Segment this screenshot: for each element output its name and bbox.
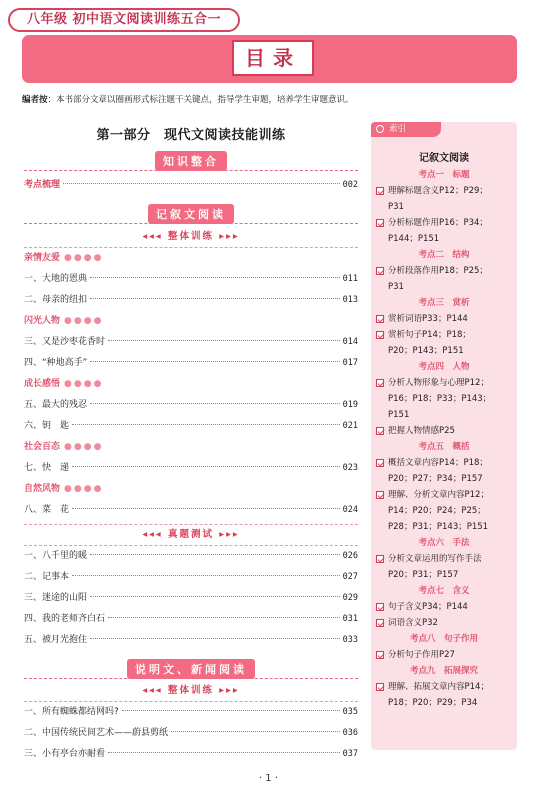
checkbox-icon [376, 603, 384, 611]
index-item-line: P16；P18；P33；P143； [388, 394, 492, 404]
index-group-heading: 考点四 人物 [418, 362, 470, 372]
leader-dots [108, 617, 340, 618]
leader-dots [90, 596, 340, 597]
toc-page: 027 [342, 572, 358, 582]
toc-page: 014 [342, 337, 358, 347]
page-number: · 1 · [258, 773, 279, 784]
index-item-line: 赏析词语P33；P144 [388, 314, 468, 324]
index-group-heading: 考点三 赏析 [418, 298, 470, 308]
part-title: 第一部分 现代文阅读技能训练 [96, 128, 286, 143]
index-item[interactable] [375, 263, 513, 295]
toc-page: 035 [342, 707, 358, 717]
toc-title: 五、被月光抱住 [24, 635, 88, 645]
index-group-heading: 考点二 结构 [418, 250, 470, 260]
leader-dots [63, 183, 340, 184]
checkbox-icon [376, 315, 384, 323]
checkbox-icon [376, 651, 384, 659]
checkbox-icon [376, 379, 384, 387]
toc-row[interactable] [24, 609, 358, 630]
toc-title: 四、我的老师齐白石 [24, 614, 106, 624]
category-name: 成长感悟 [24, 379, 61, 389]
index-group-heading: 考点七 含义 [418, 586, 470, 596]
toc-row[interactable] [24, 416, 358, 437]
leader-dots [90, 403, 340, 404]
toc-row[interactable] [24, 546, 358, 567]
toc-row[interactable] [24, 567, 358, 588]
category-name: 自然风物 [24, 484, 61, 494]
toc-row[interactable] [24, 458, 358, 479]
toc-row[interactable] [24, 395, 358, 416]
leader-dots [72, 508, 340, 509]
index-item-line: 概括文章内容P14；P18； [388, 458, 488, 468]
checkbox-icon [376, 459, 384, 467]
checkbox-icon [376, 331, 384, 339]
magnifier-icon [376, 125, 384, 133]
index-item[interactable] [375, 455, 513, 487]
toc-page: 023 [342, 463, 358, 473]
index-item[interactable] [375, 599, 513, 615]
index-item[interactable] [375, 327, 513, 359]
index-tab [371, 122, 441, 137]
toc-page: 029 [342, 593, 358, 603]
sub-heading: ◂◂◂ 整体训练 ▸▸▸ [142, 685, 240, 696]
toc-page: 026 [342, 551, 358, 561]
index-item[interactable] [375, 423, 513, 439]
toc-row[interactable] [24, 723, 358, 744]
leader-dots [171, 731, 340, 732]
toc-title: 三、迷途的山阳 [24, 593, 88, 603]
toc-row[interactable] [24, 332, 358, 353]
toc-title: 八、菜 花 [24, 505, 70, 515]
toc-row[interactable] [24, 702, 358, 723]
index-item[interactable] [375, 215, 513, 247]
category-heading [24, 374, 358, 395]
leader-dots [90, 298, 340, 299]
index-item[interactable] [375, 615, 513, 631]
category-heading [24, 311, 358, 332]
toc-page: 031 [342, 614, 358, 624]
leader-dots [122, 710, 340, 711]
index-item-line: P151 [388, 410, 410, 420]
index-item-line: 分析句子作用P27 [388, 650, 455, 660]
index-item[interactable] [375, 311, 513, 327]
index-item-line: P20；P31；P157 [388, 570, 459, 580]
index-item-line: P144；P151 [388, 234, 440, 244]
toc-page: 013 [342, 295, 358, 305]
index-tab-label: 索引 [389, 124, 407, 134]
checkbox-icon [376, 187, 384, 195]
toc-title: 五、最大的残忍 [24, 400, 88, 410]
leader-dots [90, 277, 340, 278]
index-item-line: P18；P20；P29；P34 [388, 698, 478, 708]
index-item-line: P20；P27；P34；P157 [388, 474, 483, 484]
category-dots: ●●●● [64, 253, 104, 263]
index-item-line: 分析段落作用P18；P25； [388, 266, 488, 276]
banner-label: 知识整合 [155, 151, 227, 171]
index-item[interactable] [375, 647, 513, 663]
leader-dots [90, 361, 339, 362]
index-item-line: 赏析句子P14；P18； [388, 330, 471, 340]
category-name: 亲情友爱 [24, 253, 61, 263]
leader-dots [72, 466, 340, 467]
page-title: 目录 [232, 40, 314, 76]
title-bar [22, 35, 517, 83]
index-item[interactable] [375, 487, 513, 535]
toc-row[interactable] [24, 630, 358, 651]
sub-heading: ◂◂◂ 真题测试 ▸▸▸ [142, 529, 240, 540]
index-item-line: 句子含义P34；P144 [388, 602, 468, 612]
category-heading [24, 479, 358, 500]
index-item-line: 分析标题作用P16；P34； [388, 218, 488, 228]
index-item-line: P14；P20；P24；P25； [388, 506, 486, 516]
index-item[interactable] [375, 679, 513, 711]
index-item-line: P20；P143；P151 [388, 346, 464, 356]
index-title: 记叙文阅读 [419, 153, 469, 164]
toc-title: 一、八千里的暖 [24, 551, 88, 561]
checkbox-icon [376, 491, 384, 499]
leader-dots [108, 340, 340, 341]
toc-page: 021 [342, 421, 358, 431]
toc-title: 六、钥 匙 [24, 421, 70, 431]
toc-row[interactable] [24, 269, 358, 290]
checkbox-icon [376, 619, 384, 627]
toc-title: 二、母亲的纽扣 [24, 295, 88, 305]
toc-row[interactable] [24, 175, 358, 196]
checkbox-icon [376, 427, 384, 435]
index-item-line: 词语含义P32 [388, 618, 438, 628]
leader-dots [72, 575, 340, 576]
toc-title: 三、小有亭台亦耐看 [24, 749, 106, 759]
toc-page: 011 [342, 274, 358, 284]
toc-page: 002 [342, 180, 358, 190]
category-name: 闪光人物 [24, 316, 61, 326]
sub-heading: ◂◂◂ 整体训练 ▸▸▸ [142, 231, 240, 242]
checkbox-icon [376, 683, 384, 691]
editor-note-text: ：本书部分文章以圈画形式标注题干关键点，指导学生审题，培养学生审题意识。 [47, 95, 354, 105]
toc-main [24, 120, 358, 765]
toc-row[interactable] [24, 744, 358, 765]
index-item-line: P28；P31；P143；P151 [388, 522, 489, 532]
category-dots: ●●●● [64, 484, 104, 494]
toc-page: 036 [342, 728, 358, 738]
index-item-line: 理解、分析文章内容P12； [388, 490, 489, 500]
toc-page: 037 [342, 749, 358, 759]
banner-label: 说明文、新闻阅读 [127, 659, 255, 679]
index-item-line: 理解、拓展文章内容P14； [388, 682, 489, 692]
toc-title: 考点梳理 [24, 180, 61, 190]
toc-page: 033 [342, 635, 358, 645]
toc-title: 二、中国传统民间艺术——蔚县剪纸 [24, 728, 169, 738]
leader-dots [72, 424, 340, 425]
category-heading [24, 248, 358, 269]
toc-row[interactable] [24, 588, 358, 609]
index-group-heading: 考点五 概括 [418, 442, 470, 452]
index-item-line: 把握人物情感P25 [388, 426, 455, 436]
toc-row[interactable] [24, 353, 358, 374]
toc-title: 一、大地的恩典 [24, 274, 88, 284]
section-banner [24, 204, 358, 224]
toc-page: 019 [342, 400, 358, 410]
toc-page: 024 [342, 505, 358, 515]
index-item[interactable] [375, 375, 513, 423]
index-item-line: 理解标题含义P12；P29； [388, 186, 488, 196]
checkbox-icon [376, 267, 384, 275]
category-name: 社会百态 [24, 442, 61, 452]
section-banner [24, 151, 358, 171]
index-group-heading: 考点一 标题 [418, 170, 470, 180]
index-item-line: 分析人物形象与心理P12； [388, 378, 489, 388]
index-item[interactable] [375, 183, 513, 215]
category-heading [24, 437, 358, 458]
index-item-line: P31 [388, 282, 404, 292]
leader-dots [108, 752, 340, 753]
index-item-line: P31 [388, 202, 404, 212]
category-dots: ●●●● [64, 316, 104, 326]
banner-label: 记叙文阅读 [148, 204, 234, 224]
index-panel [371, 122, 517, 750]
checkbox-icon [376, 555, 384, 563]
category-dots: ●●●● [64, 379, 104, 389]
series-badge: 八年级 初中语文阅读训练五合一 [8, 8, 240, 32]
index-group-heading: 考点九 拓展探究 [409, 666, 478, 676]
leader-dots [90, 554, 340, 555]
section-banner [24, 659, 358, 679]
index-item[interactable] [375, 551, 513, 583]
toc-row[interactable] [24, 290, 358, 311]
toc-title: 三、又是沙枣花香时 [24, 337, 106, 347]
editor-note [22, 93, 522, 105]
toc-page: 017 [342, 358, 358, 368]
category-dots: ●●●● [64, 442, 104, 452]
toc-title: 一、所有蜘蛛都结网吗? [24, 707, 119, 717]
toc-title: 七、快 递 [24, 463, 70, 473]
index-group-heading: 考点八 句子作用 [409, 634, 478, 644]
checkbox-icon [376, 219, 384, 227]
index-item-line: 分析文章运用的写作手法 [388, 554, 482, 564]
toc-row[interactable] [24, 500, 358, 521]
editor-note-label: 编者按 [22, 95, 48, 105]
toc-title: 二、记事本 [24, 572, 70, 582]
index-group-heading: 考点六 手法 [418, 538, 470, 548]
leader-dots [90, 638, 340, 639]
index-groups [375, 167, 513, 711]
toc-title: 四、“种地高手” [24, 358, 88, 368]
